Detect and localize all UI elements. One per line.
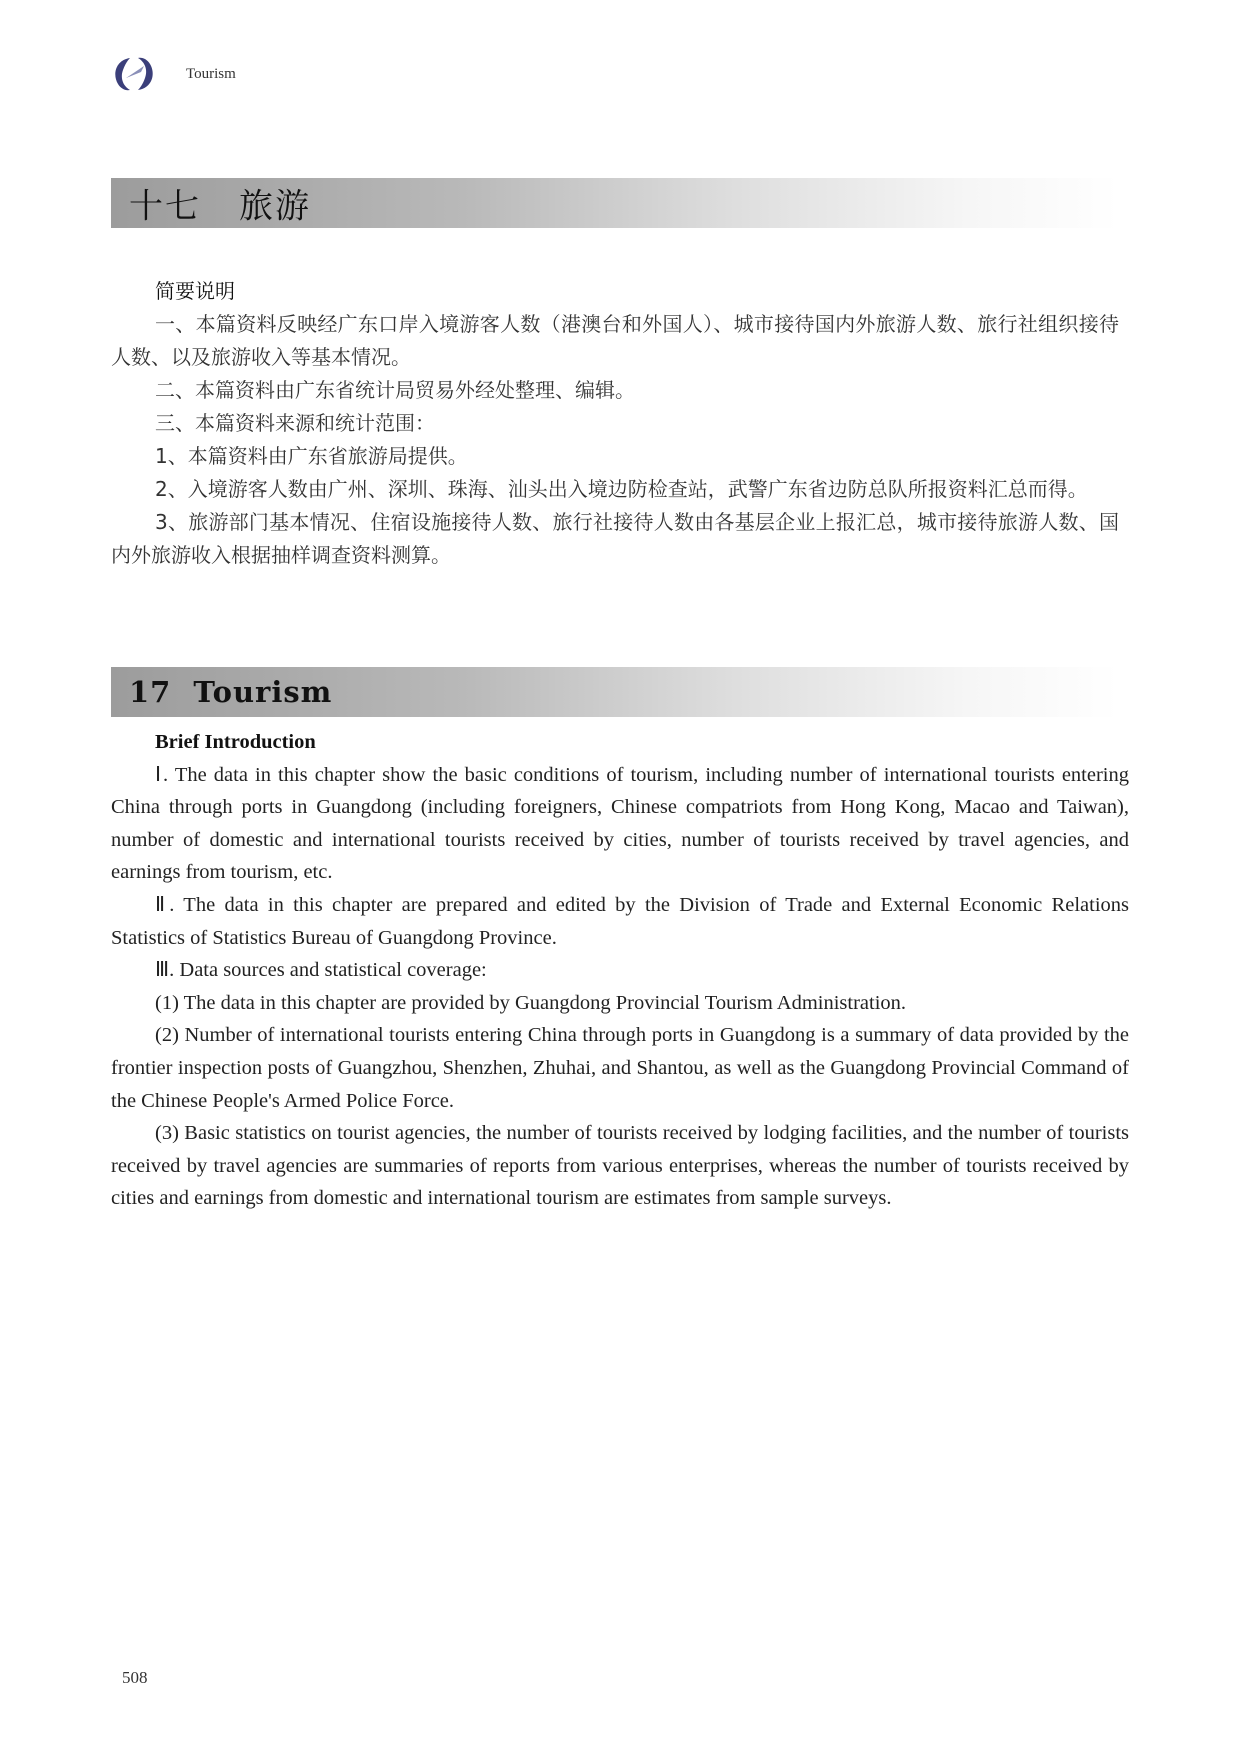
- intro-en-paragraph: (1) The data in this chapter are provided by Guangdong Provincial Tourism Administration.: [155, 991, 907, 1014]
- intro-en-paragraph: (2) Number of international tourists entering China through ports in Guangdong is a summary of data provided by the frontier inspection posts of Guangzhou, Shenzhen, Zhuhai, and Shantou, as well as the Guangdong Provincial Command of the Chinese People's Armed Police Force.: [111, 1024, 1129, 1112]
- page-number: 508: [122, 1668, 148, 1687]
- chapter-banner-cn: [111, 178, 1119, 228]
- intro-cn-heading: 简要说明: [155, 279, 235, 303]
- intro-cn-paragraph: 三、本篇资料来源和统计范围：: [155, 411, 435, 435]
- intro-en-paragraph: Ⅰ. The data in this chapter show the basic conditions of tourism, including number of international tourists entering China through ports in Guangdong (including foreigners, Chinese compatriots from Hong Kong, Macao and Taiwan), number of domestic and international tourists received by cities, number of tourists received by travel agencies, and earnings from tourism, etc.: [111, 763, 1129, 884]
- intro-en-paragraph: (3) Basic statistics on tourist agencies, the number of tourists received by lodging facilities, and the number of tourists received by travel agencies are summaries of reports from various enterprises, whereas the number of tourists received by cities and earnings from domestic and international tourism are estimates from sample surveys.: [111, 1122, 1129, 1210]
- chapter-number-cn: 十七: [129, 186, 201, 227]
- intro-cn-paragraph: 2、入境游客人数由广州、深圳、珠海、汕头出入境边防检查站，武警广东省边防总队所报资料汇总而得。: [155, 477, 1088, 501]
- intro-cn-paragraph: 一、本篇资料反映经广东口岸入境游客人数（港澳台和外国人）、城市接待国内外旅游人数、旅行社组织接待人数、以及旅游收入等基本情况。: [111, 312, 1119, 369]
- chapter-name-cn: 旅游: [239, 186, 311, 227]
- chapter-title-cn: [129, 179, 311, 228]
- intro-cn-paragraph: 3、旅游部门基本情况、住宿设施接待人数、旅行社接待人数由各基层企业上报汇总，城市接待旅游人数、国内外旅游收入根据抽样调查资料测算。: [111, 510, 1119, 567]
- chapter-name-en: Tourism: [193, 675, 333, 709]
- chapter-banner-en: [111, 667, 1119, 717]
- intro-cn-paragraph: 1、本篇资料由广东省旅游局提供。: [155, 444, 468, 468]
- intro-en-section: [111, 726, 1129, 1215]
- running-header-title: Tourism: [186, 66, 236, 82]
- publisher-logo-icon: [110, 52, 158, 96]
- intro-en-heading: Brief Introduction: [155, 731, 316, 753]
- intro-cn-paragraph: 二、本篇资料由广东省统计局贸易外经处整理、编辑。: [155, 378, 635, 402]
- intro-cn-section: [111, 275, 1119, 572]
- chapter-number-en: 17: [129, 675, 172, 709]
- intro-en-paragraph: Ⅲ. Data sources and statistical coverage:: [155, 959, 487, 982]
- chapter-title-en: [129, 675, 332, 709]
- intro-en-paragraph: Ⅱ. The data in this chapter are prepared and edited by the Division of Trade and External Economic Relations Statistics of Statistics Bureau of Guangdong Province.: [111, 893, 1129, 949]
